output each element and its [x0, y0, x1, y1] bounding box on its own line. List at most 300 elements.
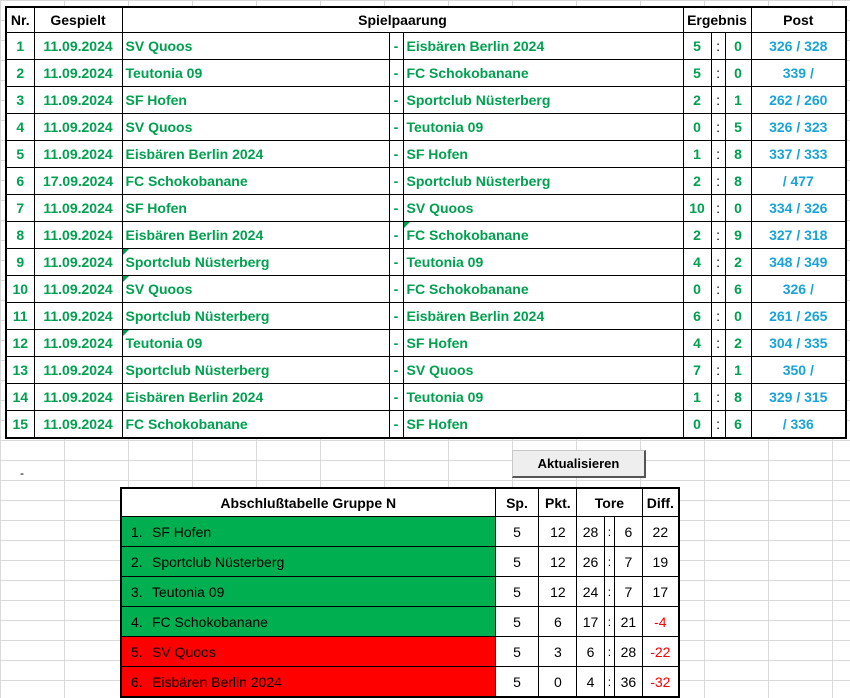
away-score[interactable] [725, 222, 751, 249]
match-date[interactable] [34, 357, 122, 384]
away-team[interactable] [403, 168, 683, 195]
match-date-text: 11.09.2024 [43, 146, 113, 162]
away-team[interactable] [403, 411, 683, 439]
score-separator[interactable] [711, 303, 725, 330]
match-date-text: 11.09.2024 [43, 227, 113, 243]
score-separator[interactable] [711, 141, 725, 168]
home-team[interactable] [122, 357, 389, 384]
match-number-text: 11 [12, 308, 28, 324]
post-value[interactable] [751, 168, 846, 195]
match-date[interactable] [34, 384, 122, 411]
match-date-text: 11.09.2024 [43, 200, 113, 216]
points[interactable]: 3 [539, 637, 577, 667]
post-value[interactable] [751, 357, 846, 384]
match-number[interactable] [6, 141, 34, 168]
pairing-separator[interactable] [389, 357, 403, 384]
aktualisieren-button[interactable]: Aktualisieren [512, 450, 646, 478]
match-number[interactable] [6, 114, 34, 141]
home-team-text: Eisbären Berlin 2024 [125, 227, 264, 243]
goal-difference[interactable]: 19 [642, 547, 679, 577]
post-value[interactable] [751, 87, 846, 114]
comment-marker-icon[interactable] [123, 276, 129, 282]
away-score[interactable] [725, 195, 751, 222]
team-name: SF Hofen [152, 523, 212, 540]
match-number-text: 14 [12, 389, 29, 405]
post-value-text: 326 / 323 [769, 119, 828, 135]
rank-number: 4. [131, 613, 143, 630]
header-post: Post [751, 7, 846, 33]
pairing-separator[interactable] [389, 87, 403, 114]
match-date-text: 11.09.2024 [43, 92, 113, 108]
score-separator[interactable] [711, 411, 725, 439]
match-number[interactable] [6, 384, 34, 411]
home-team[interactable] [122, 141, 389, 168]
match-row [6, 303, 846, 330]
match-row [6, 330, 846, 357]
match-number-text: 10 [12, 281, 29, 297]
match-row [6, 168, 846, 195]
home-team[interactable] [122, 87, 389, 114]
standings-title: Abschlußtabelle Gruppe N [121, 488, 495, 517]
rank-number: 5. [131, 643, 143, 660]
match-date-text: 11.09.2024 [43, 416, 113, 432]
score-separator-text: : [716, 173, 720, 189]
post-value-text: / 336 [782, 416, 814, 432]
comment-marker-icon[interactable] [404, 222, 410, 228]
home-score[interactable] [683, 222, 711, 249]
games-played[interactable]: 5 [495, 577, 539, 607]
rank-number: 6. [131, 673, 143, 690]
pairing-separator[interactable] [389, 33, 403, 60]
pairing-separator[interactable] [389, 276, 403, 303]
post-value[interactable] [751, 330, 846, 357]
goals-against[interactable]: 28 [615, 637, 643, 667]
header-pkt: Pkt. [539, 488, 577, 517]
points[interactable]: 6 [539, 607, 577, 637]
home-score[interactable] [683, 249, 711, 276]
home-score-text: 2 [693, 92, 701, 108]
points[interactable]: 12 [539, 577, 577, 607]
header-gespielt: Gespielt [34, 7, 122, 33]
match-number[interactable] [6, 357, 34, 384]
match-number[interactable] [6, 87, 34, 114]
score-separator-text: : [716, 146, 720, 162]
goals-against[interactable]: 6 [615, 517, 643, 547]
away-team-text: FC Schokobanane [406, 65, 529, 81]
goals-separator[interactable]: : [604, 577, 614, 607]
post-value-text: 350 / [782, 362, 814, 378]
post-value[interactable] [751, 222, 846, 249]
match-number[interactable] [6, 168, 34, 195]
away-score-text: 0 [734, 38, 742, 54]
goals-separator[interactable]: : [604, 637, 614, 667]
pairing-separator-text: - [393, 308, 399, 324]
team-name: Sportclub Nüsterberg [152, 553, 285, 570]
away-score-text: 2 [734, 335, 742, 351]
home-score[interactable] [683, 60, 711, 87]
goals-for[interactable]: 28 [577, 517, 605, 547]
score-separator[interactable] [711, 222, 725, 249]
away-score[interactable] [725, 357, 751, 384]
match-date-text: 11.09.2024 [43, 308, 113, 324]
score-separator[interactable] [711, 195, 725, 222]
header-spielpaarung: Spielpaarung [122, 7, 683, 33]
post-value[interactable] [751, 60, 846, 87]
team-name: Teutonia 09 [152, 583, 225, 600]
match-date[interactable] [34, 195, 122, 222]
score-separator[interactable] [711, 168, 725, 195]
post-value[interactable] [751, 249, 846, 276]
match-number-text: 8 [16, 227, 25, 243]
pairing-separator[interactable] [389, 195, 403, 222]
score-separator[interactable] [711, 384, 725, 411]
post-value-text: / 477 [782, 173, 814, 189]
home-score-text: 0 [693, 416, 701, 432]
team-cell[interactable] [121, 547, 495, 577]
match-date[interactable] [34, 87, 122, 114]
match-number-text: 1 [16, 38, 25, 54]
home-team-text: Sportclub Nüsterberg [125, 362, 270, 378]
home-score-text: 2 [693, 173, 701, 189]
match-number-text: 15 [12, 416, 29, 432]
away-score[interactable] [725, 114, 751, 141]
goals-for[interactable]: 26 [577, 547, 605, 577]
away-team-text: FC Schokobanane [406, 227, 529, 243]
home-score[interactable] [683, 168, 711, 195]
pairing-separator[interactable] [389, 384, 403, 411]
pairing-separator[interactable] [389, 168, 403, 195]
score-separator[interactable] [711, 249, 725, 276]
home-score-text: 5 [693, 38, 701, 54]
away-team[interactable] [403, 303, 683, 330]
match-number-text: 7 [16, 200, 25, 216]
goals-separator[interactable]: : [604, 517, 614, 547]
home-team[interactable] [122, 114, 389, 141]
goals-for[interactable]: 4 [577, 667, 605, 698]
away-score-text: 8 [734, 173, 742, 189]
match-date[interactable] [34, 168, 122, 195]
score-separator[interactable] [711, 357, 725, 384]
away-team[interactable] [403, 33, 683, 60]
home-team-text: Eisbären Berlin 2024 [125, 389, 264, 405]
goals-against[interactable]: 21 [615, 607, 643, 637]
away-team[interactable] [403, 141, 683, 168]
post-value[interactable] [751, 303, 846, 330]
match-date[interactable] [34, 411, 122, 439]
match-date[interactable] [34, 33, 122, 60]
away-score-text: 6 [734, 281, 742, 297]
games-played[interactable]: 5 [495, 637, 539, 667]
home-score-text: 6 [693, 308, 701, 324]
home-score[interactable] [683, 330, 711, 357]
comment-marker-icon[interactable] [123, 330, 129, 336]
score-separator-text: : [716, 200, 720, 216]
standings-row [121, 517, 679, 547]
team-cell[interactable] [121, 577, 495, 607]
post-value-text: 304 / 335 [769, 335, 828, 351]
match-number-text: 2 [16, 65, 25, 81]
home-score-text: 7 [693, 362, 701, 378]
goal-difference[interactable]: 17 [642, 577, 679, 607]
home-score[interactable] [683, 33, 711, 60]
score-separator[interactable] [711, 60, 725, 87]
match-number[interactable] [6, 303, 34, 330]
pairing-separator[interactable] [389, 330, 403, 357]
home-score-text: 10 [689, 200, 705, 216]
standings-row [121, 637, 679, 667]
home-team[interactable] [122, 276, 389, 303]
match-date-text: 17.09.2024 [42, 173, 114, 189]
home-score[interactable] [683, 141, 711, 168]
pairing-separator[interactable] [389, 114, 403, 141]
post-value-text: 334 / 326 [769, 200, 828, 216]
goal-difference[interactable]: -22 [642, 637, 679, 667]
match-date[interactable] [34, 249, 122, 276]
goals-separator[interactable]: : [604, 547, 614, 577]
away-team[interactable] [403, 60, 683, 87]
pairing-separator-text: - [393, 335, 399, 351]
goal-difference[interactable]: -4 [642, 607, 679, 637]
team-cell[interactable] [121, 637, 495, 667]
home-team[interactable] [122, 195, 389, 222]
match-row [6, 87, 846, 114]
pairing-separator[interactable] [389, 141, 403, 168]
home-team[interactable] [122, 33, 389, 60]
goals-separator[interactable]: : [604, 667, 614, 698]
away-score[interactable] [725, 330, 751, 357]
pairing-separator[interactable] [389, 60, 403, 87]
post-value[interactable] [751, 114, 846, 141]
home-team-text: SF Hofen [125, 92, 187, 108]
goals-against[interactable]: 36 [615, 667, 643, 698]
games-played[interactable]: 5 [495, 517, 539, 547]
away-team[interactable] [403, 114, 683, 141]
goals-for[interactable]: 17 [577, 607, 605, 637]
games-played[interactable]: 5 [495, 667, 539, 698]
post-value-text: 327 / 318 [769, 227, 828, 243]
away-team[interactable] [403, 384, 683, 411]
score-separator-text: : [716, 92, 720, 108]
pairing-separator[interactable] [389, 222, 403, 249]
away-score[interactable] [725, 33, 751, 60]
match-row [6, 384, 846, 411]
standings-table [120, 487, 680, 698]
home-score[interactable] [683, 276, 711, 303]
match-date[interactable] [34, 60, 122, 87]
match-date[interactable] [34, 141, 122, 168]
home-team[interactable] [122, 60, 389, 87]
away-score[interactable] [725, 87, 751, 114]
header-diff: Diff. [642, 488, 679, 517]
match-date-text: 11.09.2024 [43, 281, 113, 297]
goals-against[interactable]: 7 [615, 547, 643, 577]
post-value[interactable] [751, 33, 846, 60]
standings-row [121, 577, 679, 607]
home-score-text: 5 [693, 65, 701, 81]
match-row [6, 141, 846, 168]
away-score[interactable] [725, 384, 751, 411]
away-score[interactable] [725, 303, 751, 330]
home-score[interactable] [683, 303, 711, 330]
home-team-text: Sportclub Nüsterberg [125, 254, 270, 270]
home-score-text: 0 [693, 119, 701, 135]
away-team-text: SF Hofen [406, 146, 468, 162]
header-nr: Nr. [6, 7, 34, 33]
away-team-text: SV Quoos [406, 362, 474, 378]
home-team[interactable] [122, 384, 389, 411]
match-number[interactable] [6, 222, 34, 249]
goals-separator[interactable]: : [604, 607, 614, 637]
match-date[interactable] [34, 114, 122, 141]
match-date[interactable] [34, 222, 122, 249]
match-row [6, 249, 846, 276]
points[interactable]: 0 [539, 667, 577, 698]
away-team[interactable] [403, 87, 683, 114]
standings-row [121, 547, 679, 577]
post-value[interactable] [751, 276, 846, 303]
match-number[interactable] [6, 276, 34, 303]
score-separator-text: : [716, 254, 720, 270]
away-team[interactable] [403, 222, 683, 249]
home-team[interactable] [122, 411, 389, 439]
match-number[interactable] [6, 33, 34, 60]
home-score[interactable] [683, 411, 711, 439]
standings-row [121, 667, 679, 698]
score-separator[interactable] [711, 87, 725, 114]
away-score[interactable] [725, 411, 751, 439]
goals-for[interactable]: 24 [577, 577, 605, 607]
post-value[interactable] [751, 195, 846, 222]
home-team[interactable] [122, 330, 389, 357]
away-score[interactable] [725, 249, 751, 276]
away-score[interactable] [725, 60, 751, 87]
match-date-text: 11.09.2024 [43, 335, 113, 351]
score-separator[interactable] [711, 276, 725, 303]
home-score[interactable] [683, 195, 711, 222]
match-number-text: 5 [16, 146, 25, 162]
team-cell[interactable] [121, 667, 495, 698]
home-score[interactable] [683, 384, 711, 411]
away-score[interactable] [725, 276, 751, 303]
match-date[interactable] [34, 303, 122, 330]
away-team[interactable] [403, 357, 683, 384]
home-team[interactable] [122, 168, 389, 195]
match-row [6, 195, 846, 222]
away-score-text: 1 [734, 92, 742, 108]
home-score-text: 2 [693, 227, 701, 243]
post-value-text: 339 / [782, 65, 814, 81]
away-score-text: 8 [734, 389, 742, 405]
home-team[interactable] [122, 249, 389, 276]
match-date[interactable] [34, 276, 122, 303]
score-separator-text: : [716, 416, 720, 432]
match-date-text: 11.09.2024 [43, 65, 113, 81]
comment-marker-icon[interactable] [123, 249, 129, 255]
home-score[interactable] [683, 114, 711, 141]
pairing-separator-text: - [393, 254, 399, 270]
score-separator-text: : [716, 389, 720, 405]
away-team[interactable] [403, 195, 683, 222]
team-cell[interactable] [121, 607, 495, 637]
home-team-text: Eisbären Berlin 2024 [125, 146, 264, 162]
away-score-text: 0 [734, 65, 742, 81]
match-number[interactable] [6, 60, 34, 87]
games-played[interactable]: 5 [495, 607, 539, 637]
score-separator[interactable] [711, 330, 725, 357]
home-score-text: 0 [693, 281, 701, 297]
away-team[interactable] [403, 276, 683, 303]
goals-for[interactable]: 6 [577, 637, 605, 667]
score-separator-text: : [716, 362, 720, 378]
team-cell[interactable] [121, 517, 495, 547]
match-number[interactable] [6, 411, 34, 439]
match-row [6, 357, 846, 384]
post-value-text: 348 / 349 [769, 254, 828, 270]
team-name: SV Quoos [152, 643, 216, 660]
match-number[interactable] [6, 330, 34, 357]
goal-difference[interactable]: -32 [642, 667, 679, 698]
match-date[interactable] [34, 330, 122, 357]
match-number[interactable] [6, 249, 34, 276]
match-row [6, 60, 846, 87]
standings-row [121, 607, 679, 637]
home-score[interactable] [683, 357, 711, 384]
post-value[interactable] [751, 141, 846, 168]
score-separator[interactable] [711, 33, 725, 60]
home-team[interactable] [122, 222, 389, 249]
post-value[interactable] [751, 411, 846, 439]
score-separator-text: : [716, 308, 720, 324]
games-played[interactable]: 5 [495, 547, 539, 577]
away-team[interactable] [403, 330, 683, 357]
match-number-text: 6 [16, 173, 25, 189]
away-team-text: Eisbären Berlin 2024 [406, 38, 545, 54]
away-team[interactable] [403, 249, 683, 276]
match-number[interactable] [6, 195, 34, 222]
points[interactable]: 12 [539, 517, 577, 547]
score-separator-text: : [716, 227, 720, 243]
home-team-text: FC Schokobanane [125, 173, 248, 189]
pairing-separator[interactable] [389, 249, 403, 276]
score-separator[interactable] [711, 114, 725, 141]
pairing-separator[interactable] [389, 303, 403, 330]
points[interactable]: 12 [539, 547, 577, 577]
post-value[interactable] [751, 384, 846, 411]
goal-difference[interactable]: 22 [642, 517, 679, 547]
pairing-separator-text: - [393, 173, 399, 189]
home-team-text: Teutonia 09 [125, 65, 203, 81]
home-score-text: 4 [693, 254, 701, 270]
match-row [6, 411, 846, 439]
home-score[interactable] [683, 87, 711, 114]
pairing-separator-text: - [393, 362, 399, 378]
score-separator-text: : [716, 119, 720, 135]
score-separator-text: : [716, 335, 720, 351]
away-score-text: 0 [734, 308, 742, 324]
away-score-text: 6 [734, 416, 742, 432]
pairing-separator-text: - [393, 227, 399, 243]
away-score[interactable] [725, 141, 751, 168]
post-value-text: 261 / 265 [769, 308, 828, 324]
pairing-separator[interactable] [389, 411, 403, 439]
match-schedule-table [5, 6, 847, 439]
away-score[interactable] [725, 168, 751, 195]
post-value-text: 326 / [782, 281, 814, 297]
home-team[interactable] [122, 303, 389, 330]
rank-number: 2. [131, 553, 143, 570]
goals-against[interactable]: 7 [615, 577, 643, 607]
away-score-text: 9 [734, 227, 742, 243]
